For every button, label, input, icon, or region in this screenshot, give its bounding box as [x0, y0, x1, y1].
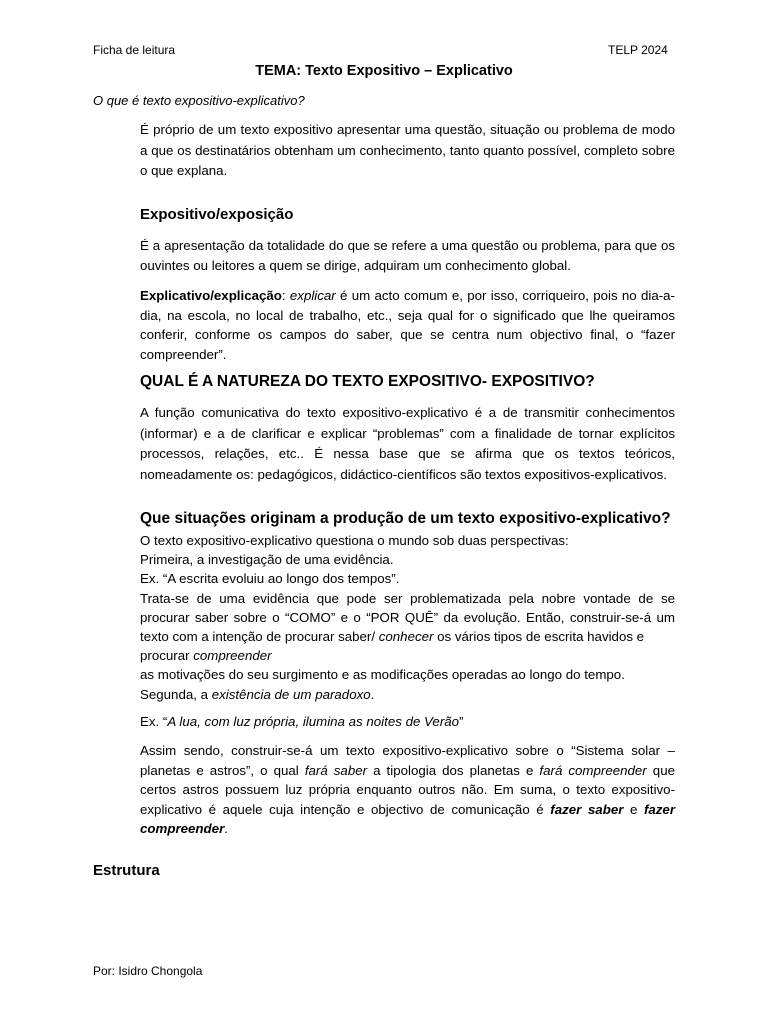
header-right: TELP 2024: [608, 43, 668, 57]
section3-body: [140, 531, 675, 839]
header-left: Ficha de leitura: [93, 43, 176, 57]
final-em-2: fará compreender: [539, 762, 647, 778]
final-em-1: fará saber: [304, 762, 368, 778]
segunda-em: existência de um paradoxo: [211, 686, 371, 702]
section2-paragraph: A função comunicativa do texto expositivo-explicativo é a de transmitir conhecimentos (informar) e a de clarificar e explicar “problemas” com a finalidade de tornar explícitos processos, relações, etc.. É nessa base que se afirma que os textos teóricos, nomeadamente os: pedagógicos, didáctico-científicos são textos expositivos-explicativos.: [140, 405, 675, 482]
final-bold-1: fazer saber: [550, 801, 624, 817]
explicativo-paragraph: [140, 286, 675, 364]
footer-author: Por: Isidro Chongola: [93, 964, 203, 978]
example2-post: ”: [459, 713, 464, 729]
section3-heading: Que situações originam a produção de um texto expositivo-explicativo?: [140, 510, 671, 527]
section3-segunda: [140, 685, 675, 704]
final-text-2: a tipologia dos planetas e: [367, 762, 540, 778]
explicativo-colon: :: [281, 288, 290, 303]
para-a-end: os vários tipos de escrita havidos e: [433, 629, 645, 645]
section1-heading: Expositivo/exposição: [140, 206, 294, 223]
final-bold-2: fazer compreender: [140, 801, 675, 837]
para-a-text: Trata-se de uma evidência que pode ser problematizada pela nobre vontade de se procurar saber sobre o “COMO” e o “POR QUÊ” da evolução. Então, construir-se-á um texto com a intenção de procurar saber/: [140, 590, 675, 645]
final-text-3: que certos astros possuem luz própria enquanto outros não. Em suma, o texto expositivo-explicativo é aquele cuja intenção e objectivo de comunicação é: [140, 762, 675, 817]
example2-pre: Ex. “: [140, 713, 168, 729]
section3-final-paragraph: [140, 741, 675, 839]
explicativo-label: Explicativo/explicação: [140, 288, 282, 303]
final-text-5: .: [224, 821, 228, 837]
estrutura-heading: Estrutura: [93, 862, 160, 879]
explicativo-text: é um acto comum e, por isso, corriqueiro, pois no dia-a-dia, na escola, no local de trabalho, etc., seja qual for o significado que lhe queiramos conferir, conforme os campos do saber, que se centra num objectivo final, o “fazer compreender”.: [140, 288, 675, 362]
section3-procurar: [140, 646, 675, 665]
final-text-1: Assim sendo, construir-se-á um texto expositivo-explicativo sobre o “Sistema solar – planetas e astros”, o qual: [140, 743, 675, 778]
page-title: TEMA: Texto Expositivo – Explicativo: [255, 63, 513, 79]
procurar-text: procurar: [140, 648, 194, 664]
section3-motivacoes: as motivações do seu surgimento e as modificações operadas ao longo do tempo.: [140, 667, 625, 683]
section3-para-a: [140, 589, 675, 647]
section3-line1: O texto expositivo-explicativo questiona o mundo sob duas perspectivas:: [140, 533, 569, 548]
segunda-end: .: [370, 686, 375, 702]
section3-line3: Ex. “A escrita evoluiu ao longo dos tempos”.: [140, 571, 400, 587]
para-a-em: conhecer: [378, 629, 434, 645]
section3-line2: Primeira, a investigação de uma evidência.: [140, 552, 394, 568]
intro-paragraph: É próprio de um texto expositivo apresentar uma questão, situação ou problema de modo a que os destinatários obtenham um conhecimento, tanto quanto possível, completo sobre o que explana.: [140, 122, 675, 178]
final-text-4: e: [623, 801, 644, 817]
section2-heading: QUAL É A NATUREZA DO TEXTO EXPOSITIVO- EXPOSITIVO?: [140, 373, 595, 390]
procurar-em: compreender: [193, 648, 272, 664]
segunda-text: Segunda, a: [140, 686, 212, 702]
question-heading: O que é texto expositivo-explicativo?: [93, 93, 305, 108]
section3-example2: [140, 712, 675, 731]
example2-em: A lua, com luz própria, ilumina as noites de Verão: [167, 713, 460, 729]
explicativo-term: explicar: [289, 288, 336, 303]
section1-paragraph: É a apresentação da totalidade do que se refere a uma questão ou problema, para que os ouvintes ou leitores a quem se dirige, adquiram um conhecimento global.: [140, 238, 675, 273]
